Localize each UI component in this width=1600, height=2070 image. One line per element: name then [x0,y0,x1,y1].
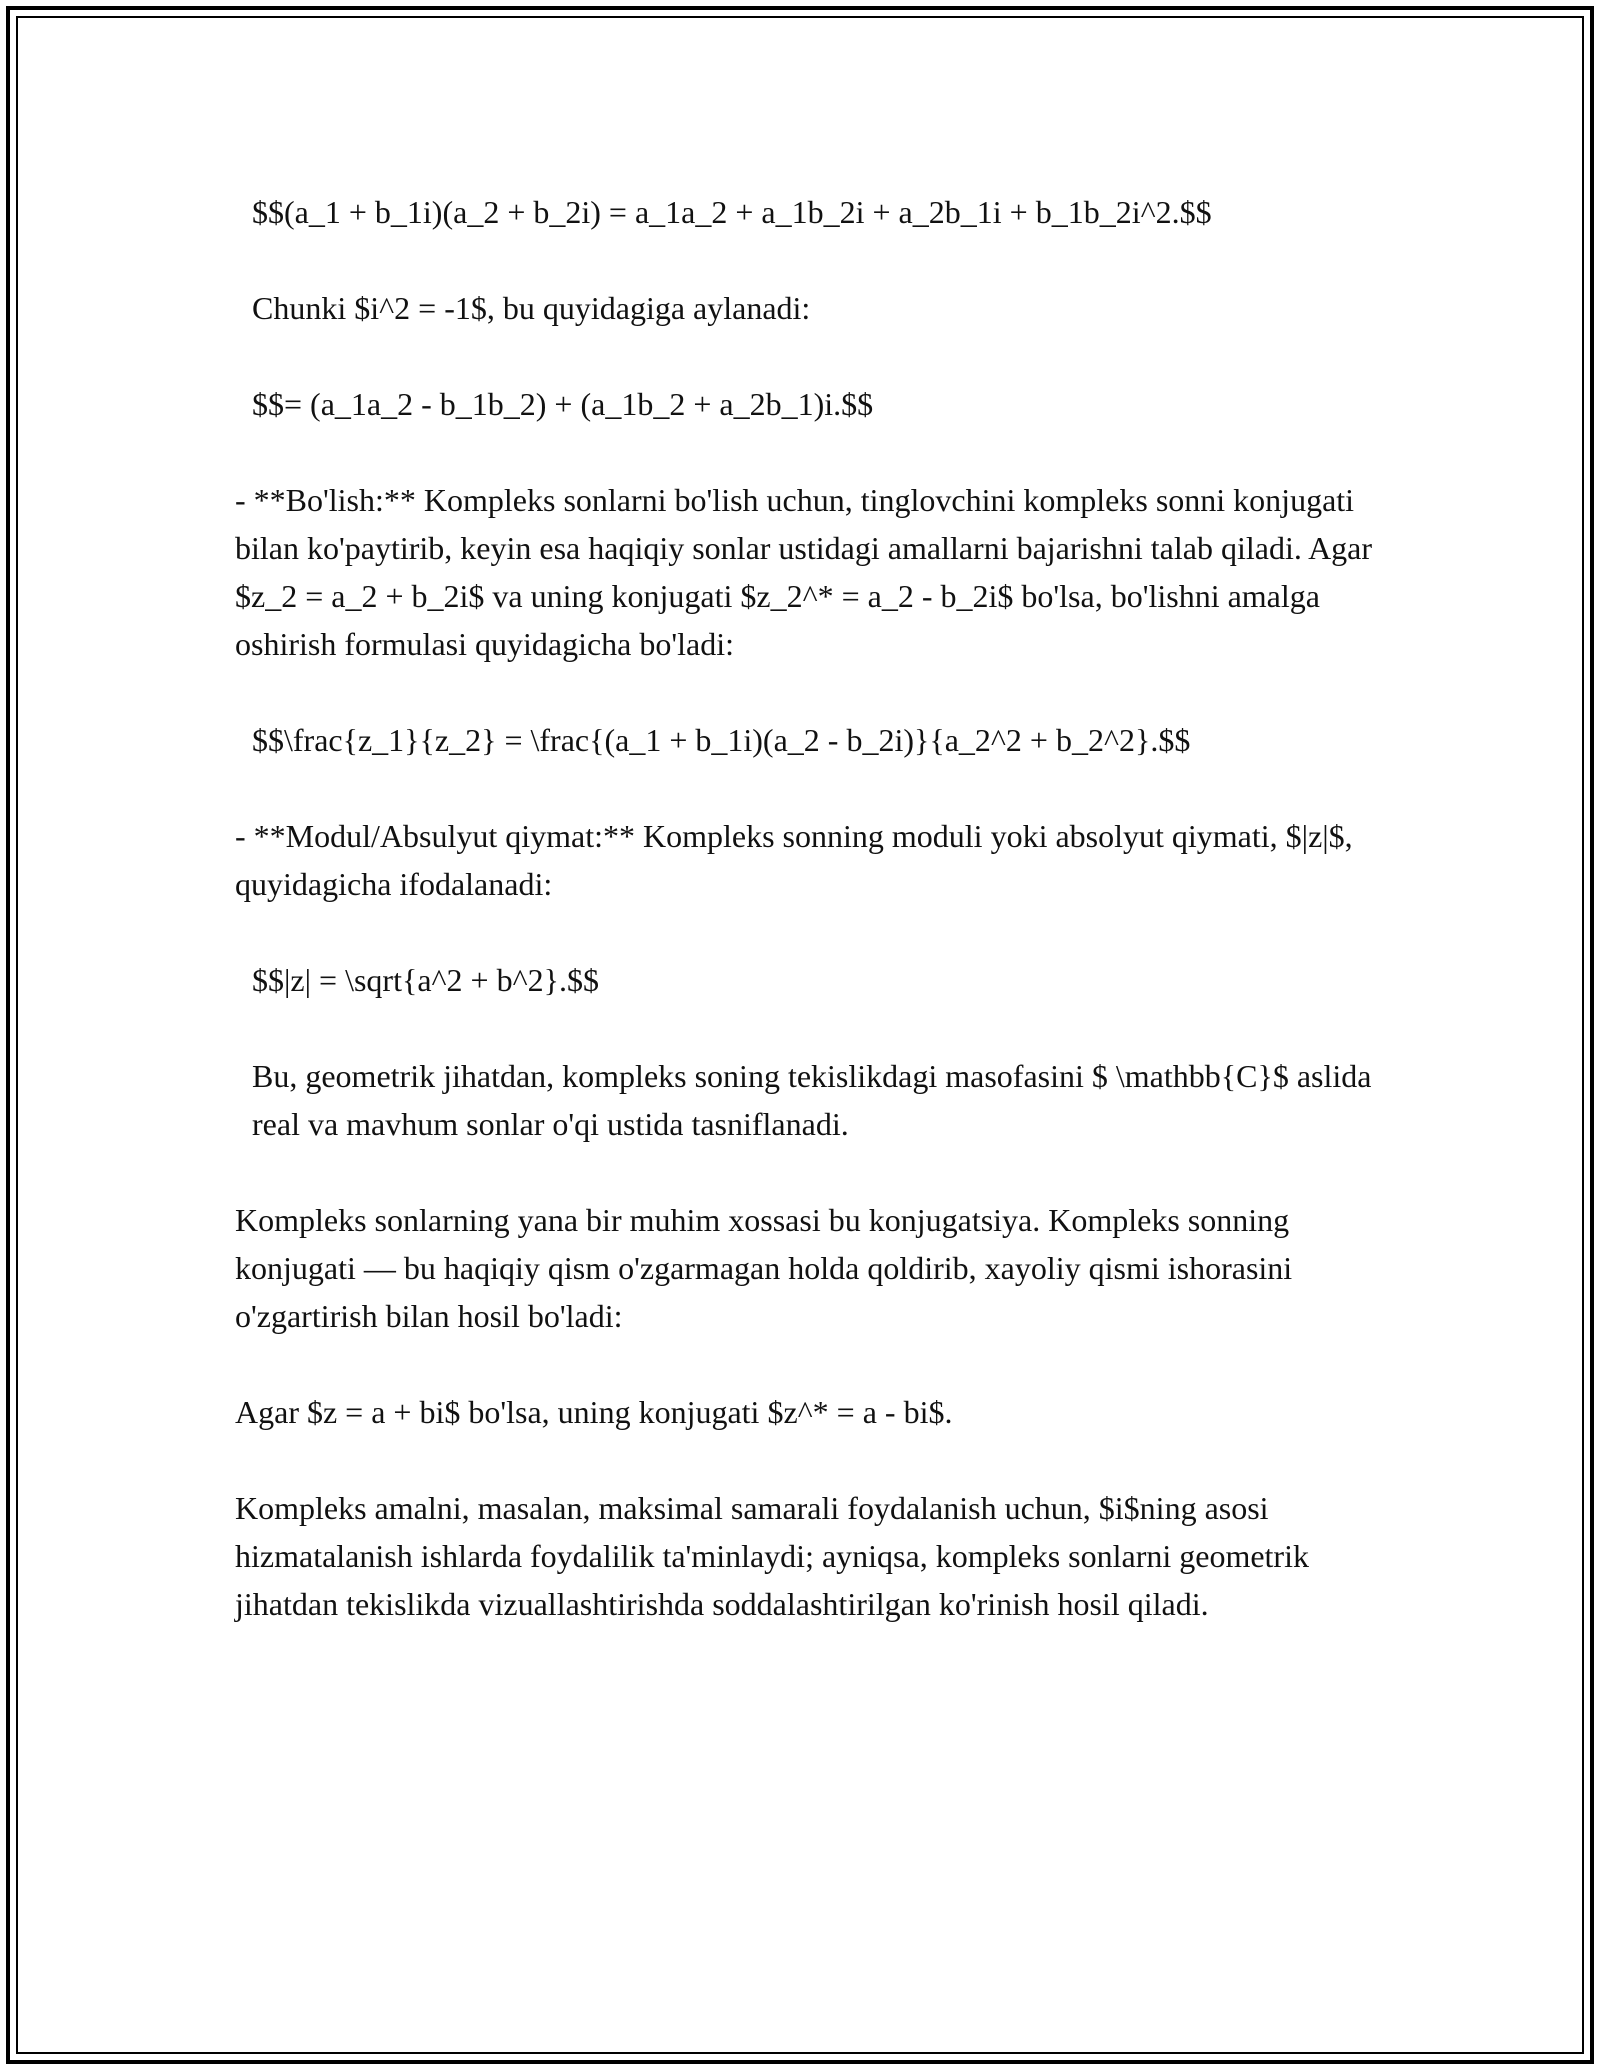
paragraph-i-squared: Chunki $i^2 = -1$, bu quyidagiga aylanadi: [252,290,811,326]
paragraph-modulus: - **Modul/Absulyut qiymat:** Kompleks sonning moduli yoki absolyut qiymati, $|z|$, quyidagicha ifodalanadi: [235,818,1353,902]
formula-multiplication-result: $$= (a_1a_2 - b_1b_2) + (a_1b_2 + a_2b_1)i.$$ [252,386,874,422]
paragraph-conjugation: Kompleks sonlarning yana bir muhim xossasi bu konjugatsiya. Kompleks sonning konjugati — bu haqiqiy qism o'zgarmagan holda qoldirib, xayoliy qismi ishorasini o'zgartirish bilan hosil bo'ladi: [235,1202,1293,1334]
formula-modulus: $$|z| = \sqrt{a^2 + b^2}.$$ [252,962,599,998]
paragraph-division: - **Bo'lish:** Kompleks sonlarni bo'lish uchun, tinglovchini kompleks sonni konjugati bilan ko'paytirib, keyin esa haqiqiy sonlar ustidagi amallarni bajarishni talab qiladi. Agar $z_2 = a_2 + b_2i$ va uning konjugati $z_2^* = a_2 - b_2i$ bo'lsa, bo'lishni amalga oshirish formulasi quyidagicha bo'ladi: [235,482,1373,662]
formula-multiplication: $$(a_1 + b_1i)(a_2 + b_2i) = a_1a_2 + a_1b_2i + a_2b_1i + b_1b_2i^2.$$ [252,194,1212,230]
document-body [235,188,1375,1676]
paragraph-conjugate-def: Agar $z = a + bi$ bo'lsa, uning konjugati $z^* = a - bi$. [235,1394,953,1430]
paragraph-conclusion: Kompleks amalni, masalan, maksimal samarali foydalanish uchun, $i$ning asosi hizmatalanish ishlarda foydalilik ta'minlaydi; ayniqsa, kompleks sonlarni geometrik jihatdan tekislikda vizuallashtirishda soddalashtirilgan ko'rinish hosil qiladi. [235,1490,1309,1622]
formula-division: $$\frac{z_1}{z_2} = \frac{(a_1 + b_1i)(a_2 - b_2i)}{a_2^2 + b_2^2}.$$ [252,722,1191,758]
paragraph-geometric: Bu, geometrik jihatdan, kompleks soning tekislikdagi masofasini $ \mathbb{C}$ aslida real va mavhum sonlar o'qi ustida tasniflanadi. [252,1058,1372,1142]
